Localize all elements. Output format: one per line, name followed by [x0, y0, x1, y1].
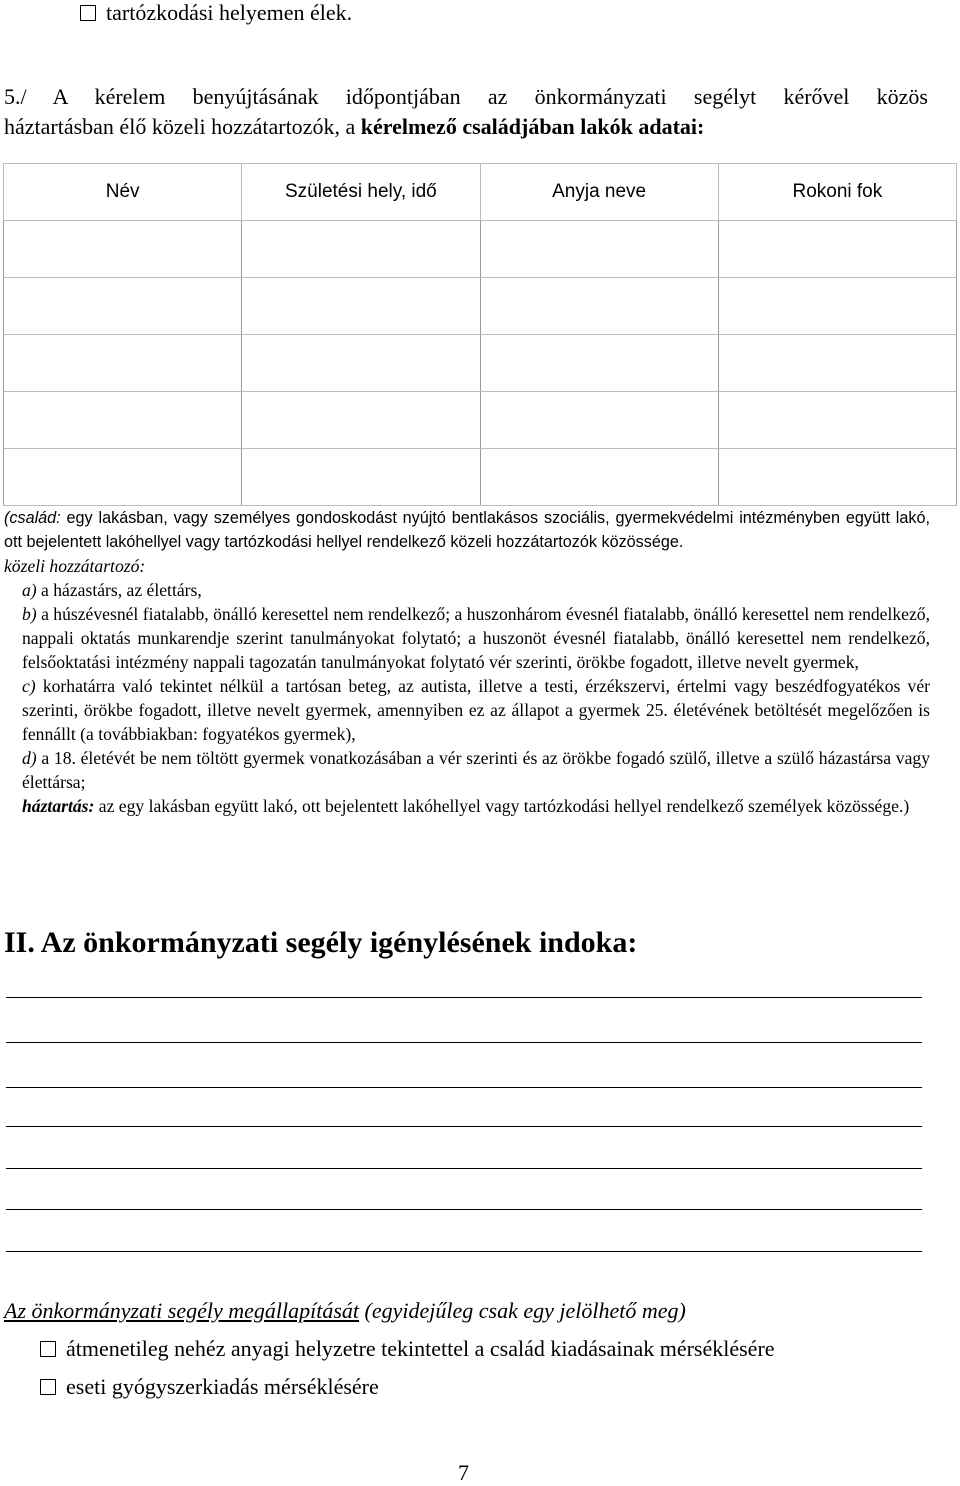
- table-cell[interactable]: [4, 221, 242, 278]
- answer-line[interactable]: [6, 1087, 922, 1088]
- definition-item-b: b) a húszévesnél fiatalabb, önálló keresettel nem rendelkező; a huszonhárom évesnél fiatalabb, önálló keresettel nem rendelkező, nappali oktatás munkarendje szerint tanulmányokat folytató; a huszonöt évesnél fiatalabb, önálló keresettel nem rendelkező, felsőoktatási intézmény nappali tagozatán tanulmányokat folytató vér szerinti, örökbe fogadott, illetve nevelt gyermek,: [22, 604, 930, 672]
- table-row[interactable]: [4, 278, 957, 335]
- table-cell[interactable]: [718, 221, 956, 278]
- answer-line[interactable]: [6, 1168, 922, 1169]
- table-cell[interactable]: [480, 449, 718, 506]
- table-cell[interactable]: [242, 278, 480, 335]
- table-row[interactable]: [4, 392, 957, 449]
- checkbox[interactable]: [80, 5, 96, 21]
- option-2[interactable]: [40, 1374, 379, 1400]
- table-cell[interactable]: [242, 392, 480, 449]
- header-szuletesi: Születési hely, idő: [242, 164, 480, 221]
- table-header-row: [4, 164, 957, 221]
- section5-line1: 5./ A kérelem benyújtásának időpontjában az önkormányzati segélyt kérővel közös: [4, 84, 928, 109]
- table-cell[interactable]: [4, 278, 242, 335]
- table-cell[interactable]: [480, 335, 718, 392]
- definition-csalad: (család: egy lakásban, vagy személyes gondoskodást nyújtó bentlakásos szociális, gyermekvédelmi intézményben együtt lakó, ott bejelentett lakóhellyel vagy tartózkodási hellyel rendelkező közeli hozzátartozók közössége.: [4, 509, 930, 551]
- determination-title: Az önkormányzati segély megállapítását: [4, 1298, 360, 1323]
- option-1[interactable]: [40, 1336, 775, 1362]
- table-cell[interactable]: [480, 221, 718, 278]
- answer-line[interactable]: [6, 1042, 922, 1043]
- checkbox[interactable]: [40, 1341, 56, 1357]
- table-cell[interactable]: [718, 335, 956, 392]
- definition-haztartas: háztartás: az egy lakásban együtt lakó, ott bejelentett lakóhellyel vagy tartózkodási hellyel rendelkező személyek közössége.): [22, 796, 910, 816]
- table-cell[interactable]: [718, 278, 956, 335]
- section2-title: II. Az önkormányzati segély igénylésének indoka:: [4, 926, 638, 959]
- members-table: [3, 163, 957, 506]
- table-cell[interactable]: [242, 335, 480, 392]
- section5-heading: [4, 82, 928, 142]
- answer-line[interactable]: [6, 997, 922, 998]
- definition-item-c: c) korhatárra való tekintet nélkül a tartósan beteg, az autista, illetve a testi, érzékszervi, értelmi vagy beszédfogyatékos vér szerinti, örökbe fogadott, illetve nevelt gyermek, amennyiben ez az állapot a gyermek 25. életévének betöltését megelőzően is fennállt (a továbbiakban: fogyatékos gyermek),: [22, 676, 930, 744]
- header-nev: Név: [4, 164, 242, 221]
- top-option-label: tartózkodási helyemen élek.: [106, 0, 353, 25]
- checkbox[interactable]: [40, 1379, 56, 1395]
- table-cell[interactable]: [4, 335, 242, 392]
- table-cell[interactable]: [4, 449, 242, 506]
- table-cell[interactable]: [4, 392, 242, 449]
- determination-heading: [4, 1298, 686, 1324]
- determination-note: (egyidejűleg csak egy jelölhető meg): [359, 1298, 686, 1323]
- definition-kozeli: közeli hozzátartozó:: [4, 556, 146, 576]
- option-1-label: átmenetileg nehéz anyagi helyzetre tekintettel a család kiadásainak mérséklésére: [66, 1336, 775, 1361]
- table-cell[interactable]: [718, 392, 956, 449]
- table-cell[interactable]: [242, 449, 480, 506]
- header-rokoni: Rokoni fok: [718, 164, 956, 221]
- answer-line[interactable]: [6, 1251, 922, 1252]
- table-cell[interactable]: [480, 278, 718, 335]
- header-anyja: Anyja neve: [480, 164, 718, 221]
- table-row[interactable]: [4, 449, 957, 506]
- table-cell[interactable]: [242, 221, 480, 278]
- page-number: 7: [458, 1460, 469, 1485]
- table-row[interactable]: [4, 335, 957, 392]
- answer-line[interactable]: [6, 1126, 922, 1127]
- answer-line[interactable]: [6, 1209, 922, 1210]
- table-cell[interactable]: [480, 392, 718, 449]
- section5-bold: kérelmező családjában lakók adatai:: [360, 114, 705, 139]
- definition-item-d: d) a 18. életévét be nem töltött gyermek vonatkozásában a vér szerinti és az örökbe fogadó szülő, illetve a szülő házastársa vagy élettársa;: [22, 748, 930, 792]
- table-row[interactable]: [4, 221, 957, 278]
- definitions: [4, 506, 930, 818]
- definition-item-a: a) a házastárs, az élettárs,: [22, 580, 202, 600]
- table-cell[interactable]: [718, 449, 956, 506]
- section5-line2: háztartásban élő közeli hozzátartozók, a kérelmező családjában lakók adatai:: [4, 114, 705, 139]
- option-2-label: eseti gyógyszerkiadás mérséklésére: [66, 1374, 379, 1399]
- top-option: [80, 0, 352, 26]
